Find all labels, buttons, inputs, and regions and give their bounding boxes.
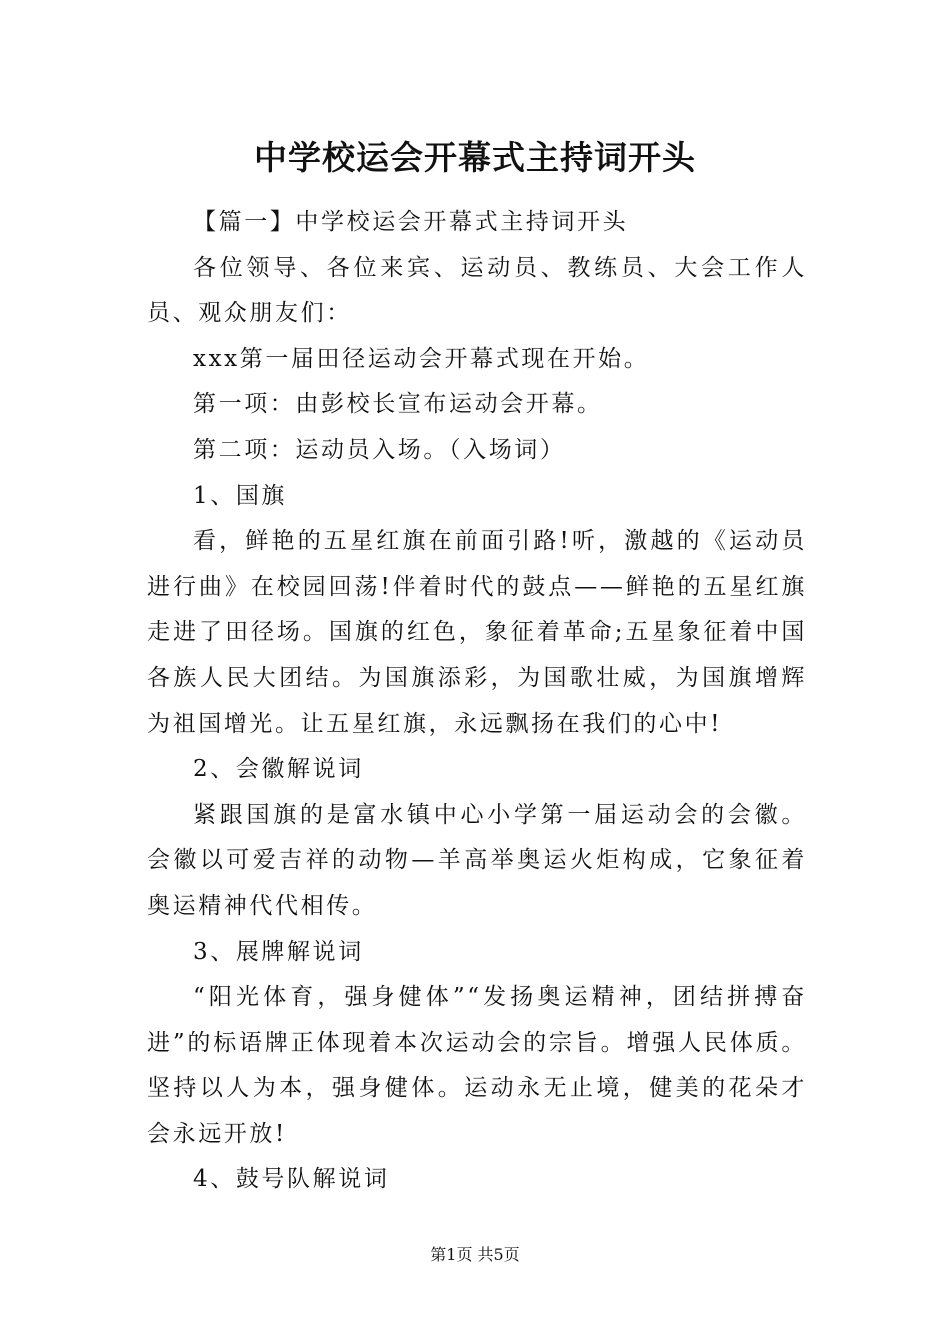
section-heading: 1、国旗 [193,482,288,509]
section-heading: 3、展牌解说词 [193,938,364,965]
page-number-footer: 第1页 共5页 [430,1245,520,1264]
paragraph: 紧跟国旗的是富水镇中心小学第一届运动会的会徽。会徽以可爱吉祥的动物—羊高举奥运火炬构成，它象征着奥运精神代代相传。 [147,801,807,919]
paragraph: 第一项：由彭校长宣布运动会开幕。 [193,391,603,418]
paragraph: 【篇一】中学校运会开幕式主持词开头 [193,209,629,235]
section-heading: 2、会徽解说词 [193,756,364,783]
paragraph: 各位领导、各位来宾、运动员、教练员、大会工作人员、观众朋友们： [147,254,807,327]
paragraph: “阳光体育，强身健体”“发扬奥运精神，团结拼搏奋进”的标语牌正体现着本次运动会的宗旨。增强人民体质。坚持以人为本，强身健体。运动永无止境，健美的花朵才会永远开放! [147,984,807,1147]
document-title: 中学校运会开幕式主持词开头 [254,138,696,177]
section-heading: 4、鼓号队解说词 [193,1166,390,1193]
paragraph: 第二项：运动员入场。（入场词） [193,436,566,463]
paragraph: xxx第一届田径运动会开幕式现在开始。 [193,345,650,372]
paragraph: 看，鲜艳的五星红旗在前面引路!听，激越的《运动员进行曲》在校园回荡!伴着时代的鼓点——鲜艳的五星红旗走进了田径场。国旗的红色，象征着革命;五星象征着中国各族人民大团结。为国旗添彩，为国歌壮威，为国旗增辉为祖国增光。让五星红旗，永远飘扬在我们的心中! [147,528,807,737]
document-body [147,200,807,1203]
